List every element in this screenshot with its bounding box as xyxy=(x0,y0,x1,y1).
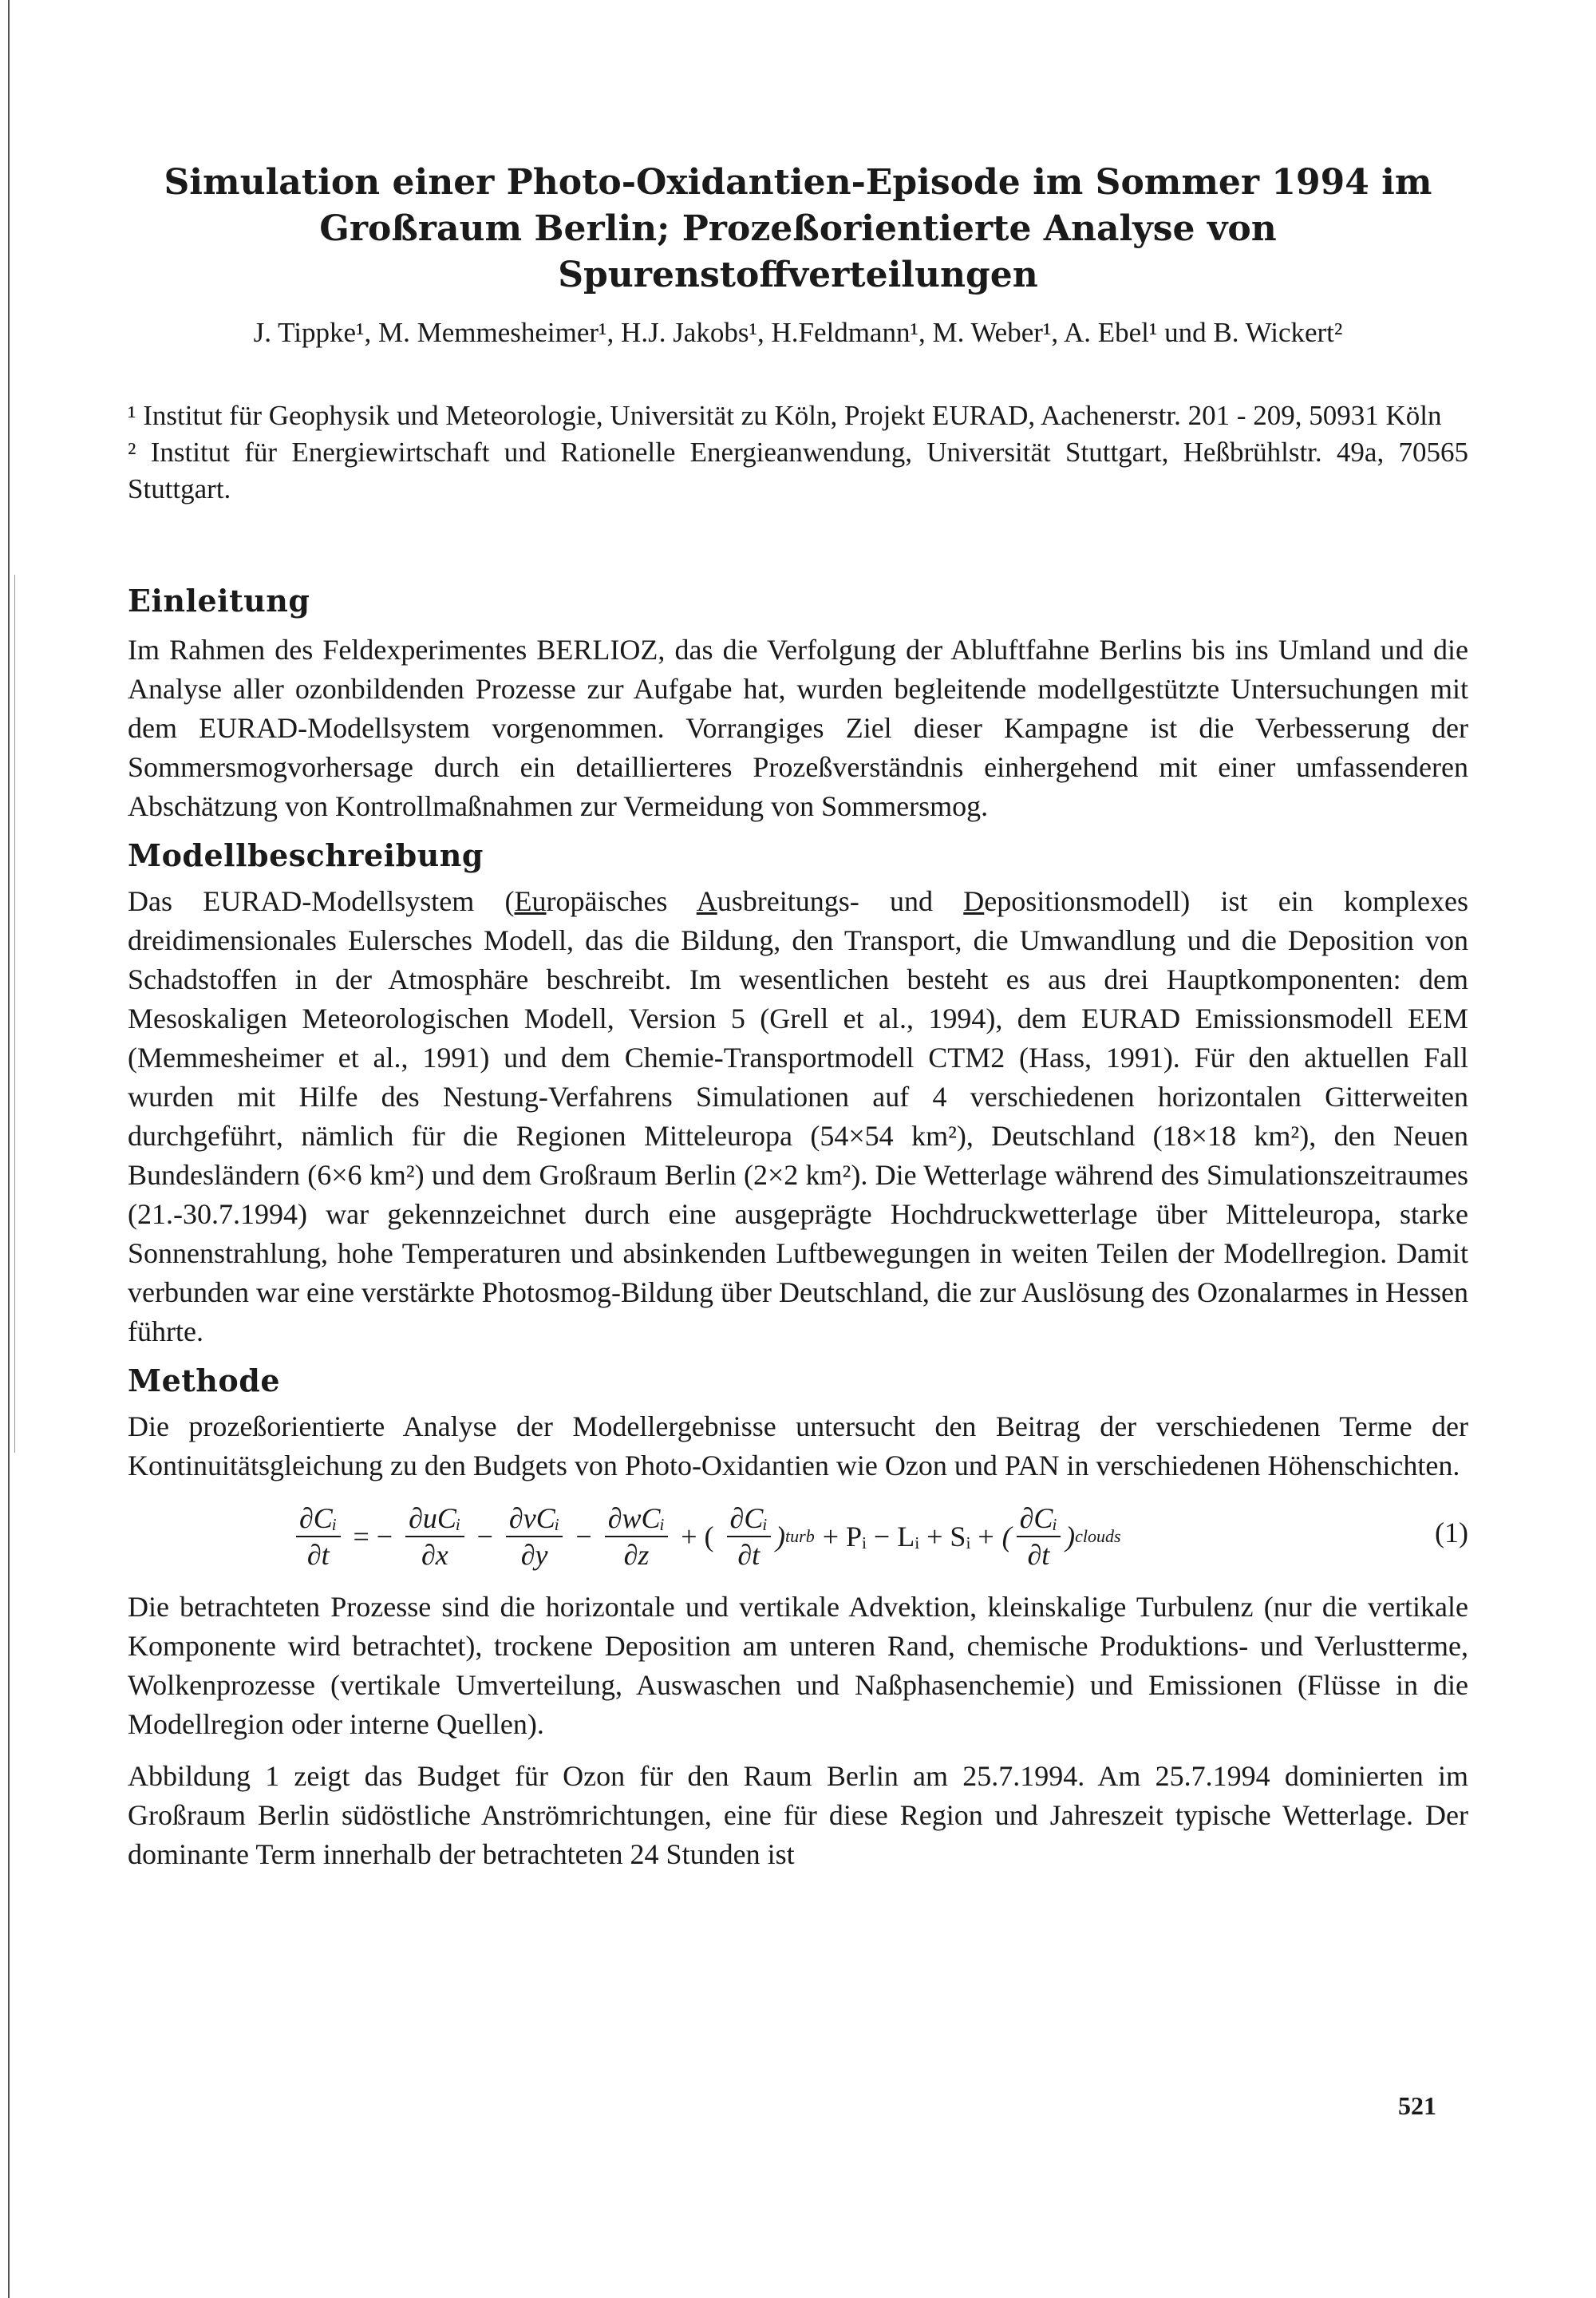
section-modellbeschreibung xyxy=(128,836,1468,1351)
acronym-letter: Eu xyxy=(514,885,547,917)
paragraph: Die betrachteten Prozesse sind die horizontale und vertikale Advektion, kleinskalige Turbulenz (nur die vertikale Komponente wird betrachtet), trockene Deposition am unteren Rand, chemische Produktions- und Verlustterme, Wolkenprozesse (vertikale Umverteilung, Auswaschen und Naßphasenchemie) und Emissionen (Flüsse in die Modellregion oder interne Quellen). xyxy=(128,1591,1468,1740)
paragraph: Im Rahmen des Feldexperimentes BERLIOZ, das die Verfolgung der Abluftfahne Berlins bis ins Umland und die Analyse aller ozonbildenden Prozesse zur Aufgabe hat, wurden begleitende modellgestützte Untersuchungen mit dem EURAD-Modellsystem vorgenommen. Vorrangiges Ziel dieser Kampagne ist die Verbesserung der Sommersmogvorhersage durch ein detaillierteres Prozeßverständnis einhergehend mit einer umfassenderen Abschätzung von Kontrollmaßnahmen zur Vermeidung von Sommersmog. xyxy=(128,634,1468,822)
page-number: 521 xyxy=(1398,2091,1436,2120)
eq-fraction: $\frac{\text{∂Cᵢ}}{\partial t}$ xyxy=(1017,1501,1061,1572)
text-run: ropäisches xyxy=(546,885,697,917)
paragraph: Abbildung 1 zeigt das Budget für Ozon für den Raum Berlin am 25.7.1994. Am 25.7.1994 dominierten im Großraum Berlin südöstliche Anströmrichtungen, eine für diese Region und Jahreszeit typische Wetterlage. Der dominante Term innerhalb der betrachteten 24 Stunden ist xyxy=(128,1760,1468,1870)
author-list: J. Tippke¹, M. Memmesheimer¹, H.J. Jakobs¹, H.Feldmann¹, M. Weber¹, A. Ebel¹ und B. Wickert² xyxy=(253,317,1343,348)
paragraph xyxy=(128,882,1468,1351)
page-edge-line xyxy=(8,0,10,2298)
text-run: epositionsmodell) ist ein komplexes dreidimensionales Eulersches Modell, das die Bildung, den Transport, die Umwandlung und die Deposition von Schadstoffen in der Atmosphäre beschreibt. Im wesentlichen besteht es aus drei Hauptkomponenten: dem Mesoskaligen Meteorologischen Modell, Version 5 (Grell et al., 1994), dem EURAD Emissionsmodell EEM (Memmesheimer et al., 1991) und dem Chemie-Transportmodell CTM2 (Hass, 1991). Für den aktuellen Fall wurden mit Hilfe des Nestung-Verfahrens Simulationen auf 4 verschiedenen horizontalen Gitterweiten durchgeführt, nämlich für die Regionen Mitteleuropa (54×54 km²), Deutschland (18×18 km²), den Neuen Bundesländern (6×6 km²) und dem Großraum Berlin (2×2 km²). Die Wetterlage während des Simulationszeitraumes (21.-30.7.1994) war gekennzeichnet durch eine ausgeprägte Hochdruckwetterlage über Mitteleuropa, starke Sonnenstrahlung, hohe Temperaturen und absinkenden Luftbewegungen in weiten Teilen der Modellregion. Damit verbunden war eine verstärkte Photosmog-Bildung über Deutschland, die zur Auslösung des Ozonalarmes in Hessen führte. xyxy=(128,885,1468,1347)
eq-fraction: $\frac{\text{∂uCᵢ}}{\partial x}$ xyxy=(405,1501,464,1572)
eq-fraction: $\frac{\text{∂Cᵢ}}{\partial t}$ xyxy=(727,1501,772,1572)
acronym-letter: A xyxy=(696,885,717,917)
section-heading: Einleitung xyxy=(128,583,310,619)
eq-terms: + Pᵢ − Lᵢ + Sᵢ + xyxy=(822,1521,994,1552)
section-methode xyxy=(128,1361,1468,1874)
eq-fraction: $\frac{\text{∂vCᵢ}}{\partial y}$ xyxy=(506,1501,563,1572)
text-run: Das EURAD-Modellsystem ( xyxy=(128,885,515,917)
affiliation-2: ² Institut für Energiewirtschaft und Rationelle Energieanwendung, Universität Stuttgart, Heßbrühlstr. 49a, 70565 Stuttgart. xyxy=(128,437,1468,504)
paper-page xyxy=(128,160,1468,1874)
text-run: usbreitungs- und xyxy=(717,885,964,917)
eq-fraction: $\frac{\text{∂wCᵢ}}{\partial z}$ xyxy=(605,1501,669,1572)
paper-title: Simulation einer Photo-Oxidantien-Episode im Sommer 1994 im Großraum Berlin; Prozeßorientierte Analyse von Spurenstoffverteilungen xyxy=(164,162,1432,295)
paragraph: Die prozeßorientierte Analyse der Modellergebnisse untersucht den Beitrag der verschiedenen Terme der Kontinuitätsgleichung zu den Budgets von Photo-Oxidantien wie Ozon und PAN in verschiedenen Höhenschichten. xyxy=(128,1410,1468,1481)
affiliations xyxy=(128,398,1468,508)
eq-subscript: clouds xyxy=(1075,1526,1121,1546)
section-heading: Methode xyxy=(128,1363,281,1398)
affiliation-1: ¹ Institut für Geophysik und Meteorologie, Universität zu Köln, Projekt EURAD, Aachenerstr. 201 - 209, 50931 Köln xyxy=(128,400,1442,431)
section-heading: Modellbeschreibung xyxy=(128,837,484,873)
eq-subscript: turb xyxy=(785,1526,815,1546)
page-edge-mark xyxy=(14,575,15,1453)
section-einleitung xyxy=(128,581,1468,826)
acronym-letter: D xyxy=(963,885,985,917)
equation-number: (1) xyxy=(1435,1517,1468,1548)
eq-fraction: $\frac{\text{∂Cᵢ}}{\partial t}$ xyxy=(296,1501,341,1572)
equation-1: $\frac{\text{∂Cᵢ}}{\partial t}$ = − $\frac{\text{∂uCᵢ}}{\partial x}$ − $\frac{\text{∂vCᵢ}}{\partial y}$ − $\frac{\text{∂wCᵢ}}{\partial z}$ + ( $\frac{\text{∂Cᵢ}}{\partial t}$ ) turb + Pᵢ − Lᵢ + Sᵢ + ( $\frac{\text{∂Cᵢ}}{\partial t}$ ) clouds (1) xyxy=(128,1492,1468,1581)
